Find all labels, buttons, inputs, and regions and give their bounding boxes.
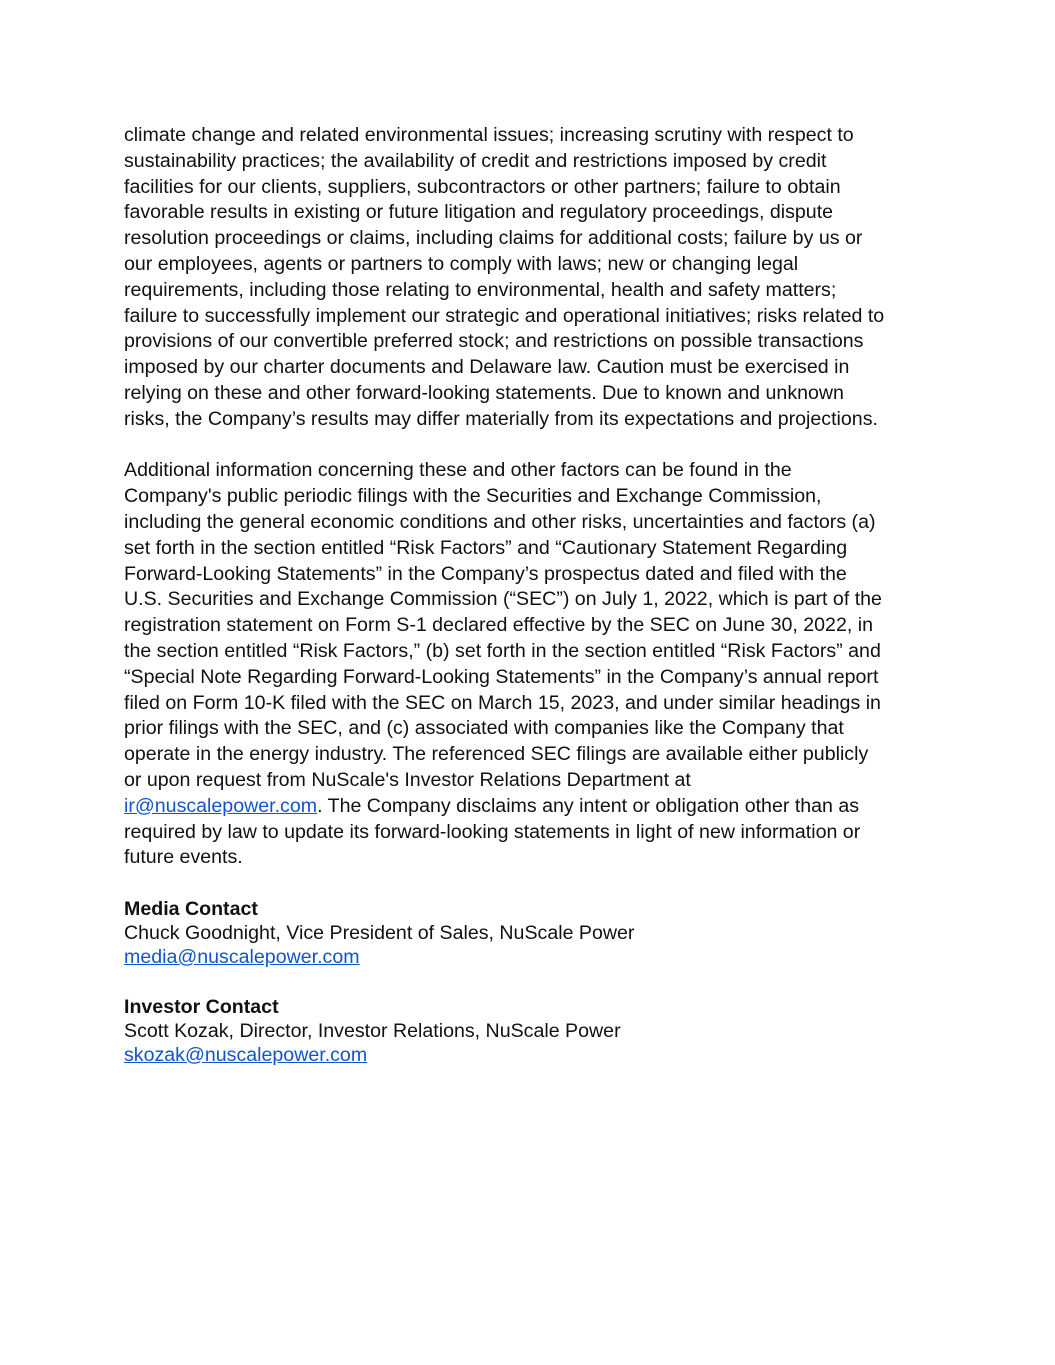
paragraph-line: Additional information concerning these and other factors can be found in the xyxy=(124,459,792,482)
paragraph-line: prior filings with the SEC, and (c) associated with companies like the Company that xyxy=(124,717,844,740)
paragraph-line: relying on these and other forward-looking statements. Due to known and unknown xyxy=(124,381,844,404)
paragraph-line: or upon request from NuScale's Investor Relations Department at xyxy=(124,768,691,791)
paragraph-line: requirements, including those relating to environmental, health and safety matters; xyxy=(124,278,837,301)
paragraph-line: operate in the energy industry. The referenced SEC filings are available either publicly xyxy=(124,743,869,766)
paragraph-line: registration statement on Form S-1 declared effective by the SEC on June 30, 2022, in xyxy=(124,614,873,637)
contact-spacer xyxy=(124,969,936,995)
paragraph-line: U.S. Securities and Exchange Commission (“SEC”) on July 1, 2022, which is part of the xyxy=(124,588,882,611)
paragraph-line: Company's public periodic filings with the Securities and Exchange Commission, xyxy=(124,485,822,508)
media-contact-block xyxy=(124,897,936,969)
paragraph-line: facilities for our clients, suppliers, subcontractors or other partners; failure to obtain xyxy=(124,175,841,198)
paragraph-line: future events. xyxy=(124,846,243,869)
paragraph-line: including the general economic conditions and other risks, uncertainties and factors (a) xyxy=(124,510,876,533)
paragraph-line: filed on Form 10-K filed with the SEC on March 15, 2023, and under similar headings in xyxy=(124,691,881,714)
paragraph-line: Forward-Looking Statements” in the Company’s prospectus dated and filed with the xyxy=(124,562,847,585)
paragraph-line: resolution proceedings or claims, including claims for additional costs; failure by us or xyxy=(124,227,863,250)
investor-contact-heading: Investor Contact xyxy=(124,995,279,1018)
paragraph-spacer xyxy=(124,871,936,897)
paragraph-line: climate change and related environmental issues; increasing scrutiny with respect to xyxy=(124,124,854,146)
document-page xyxy=(124,123,936,1067)
paragraph-line: favorable results in existing or future litigation and regulatory proceedings, dispute xyxy=(124,201,834,224)
media-email-link[interactable]: media@nuscalepower.com xyxy=(124,945,360,968)
investor-email-link[interactable]: skozak@nuscalepower.com xyxy=(124,1043,368,1066)
paragraph-link-line xyxy=(124,794,936,820)
paragraph-line: set forth in the section entitled “Risk Factors” and “Cautionary Statement Regarding xyxy=(124,536,848,559)
paragraph-line: the section entitled “Risk Factors,” (b) set forth in the section entitled “Risk Factors” and xyxy=(124,639,881,662)
paragraph-line: required by law to update its forward-looking statements in light of new information or xyxy=(124,820,861,843)
risk-paragraph xyxy=(124,123,936,433)
media-contact-heading: Media Contact xyxy=(124,897,258,920)
paragraph-line: “Special Note Regarding Forward-Looking Statements” in the Company’s annual report xyxy=(124,665,879,688)
media-contact-name: Chuck Goodnight, Vice President of Sales, NuScale Power xyxy=(124,921,635,944)
paragraph-line: imposed by our charter documents and Delaware law. Caution must be exercised in xyxy=(124,356,850,379)
paragraph-spacer xyxy=(124,433,936,459)
paragraph-line-text: . The Company disclaims any intent or obligation other than as xyxy=(317,794,860,817)
paragraph-line: sustainability practices; the availability of credit and restrictions imposed by credit xyxy=(124,149,827,172)
additional-info-paragraph xyxy=(124,458,936,871)
paragraph-line: risks, the Company’s results may differ materially from its expectations and projections. xyxy=(124,407,878,430)
paragraph-line: provisions of our convertible preferred stock; and restrictions on possible transactions xyxy=(124,330,864,353)
ir-email-link[interactable]: ir@nuscalepower.com xyxy=(124,794,318,817)
paragraph-line: failure to successfully implement our strategic and operational initiatives; risks related to xyxy=(124,304,885,327)
investor-contact-name: Scott Kozak, Director, Investor Relations, NuScale Power xyxy=(124,1019,621,1042)
investor-contact-block xyxy=(124,995,936,1067)
paragraph-line: our employees, agents or partners to comply with laws; new or changing legal xyxy=(124,252,799,275)
